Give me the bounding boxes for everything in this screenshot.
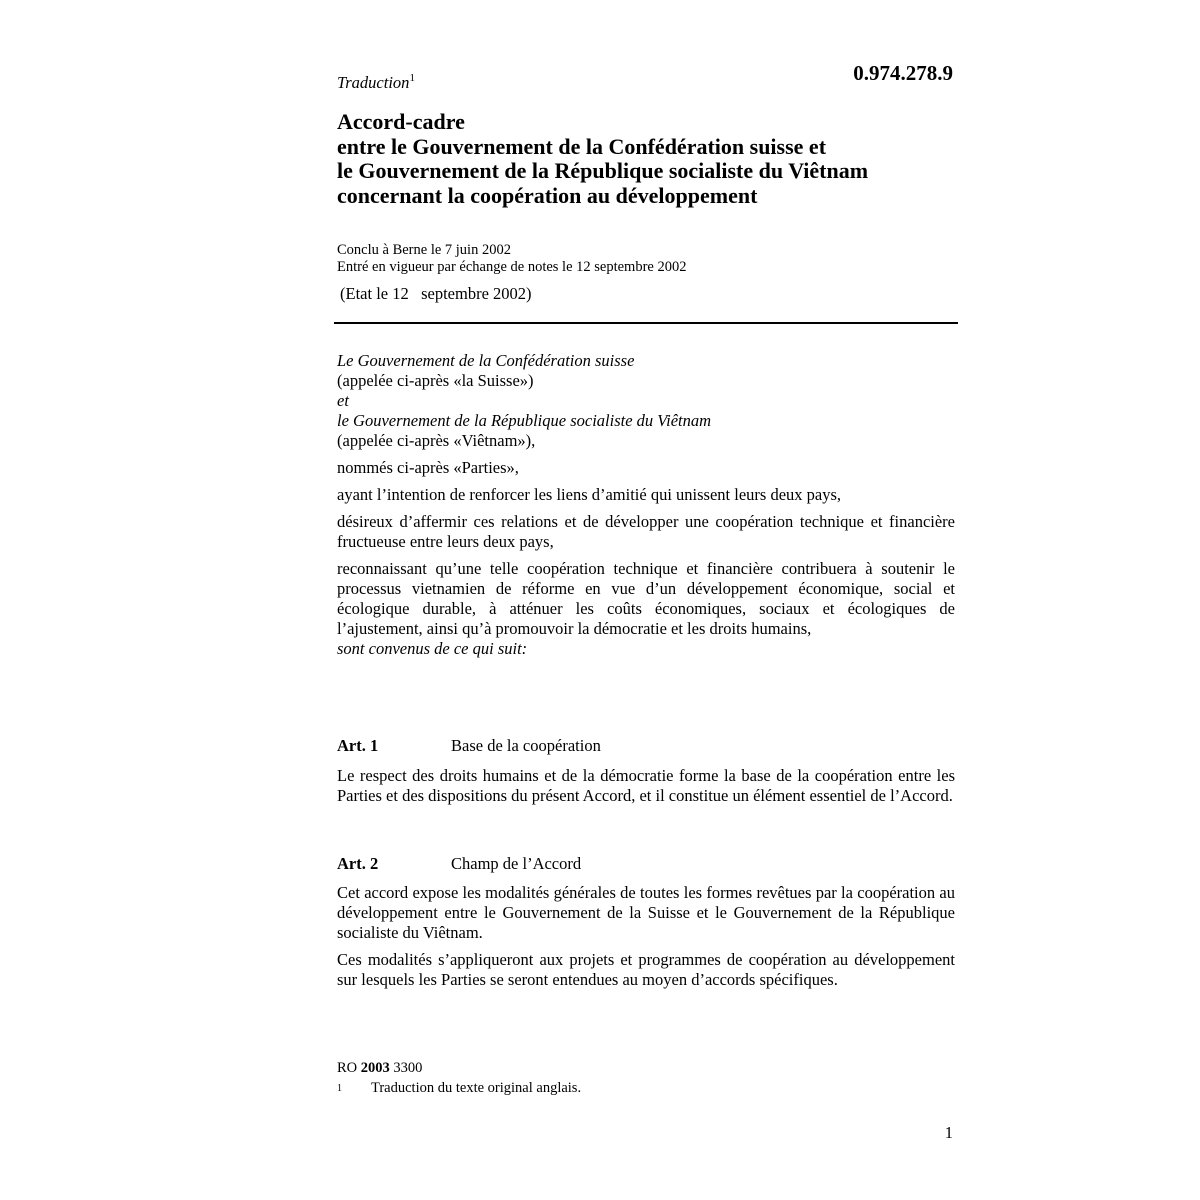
footnote [337, 1078, 581, 1098]
article-paragraph: Cet accord expose les modalités générales de toutes les formes revêtues par la coopération au développement entre le Gouvernement de la Suisse et le Gouvernement de la République socialiste du Viêtnam. [337, 883, 955, 942]
ro-page: 3300 [389, 1060, 423, 1076]
footnote-reference[interactable]: 1 [409, 72, 415, 84]
party-1-alias: (appelée ci-après «la Suisse») [337, 371, 534, 390]
party-2: le Gouvernement de la République socialiste du Viêtnam [337, 411, 712, 430]
party-2-alias: (appelée ci-après «Viêtnam»), [337, 431, 536, 450]
preamble-desire: désireux d’affermir ces relations et de développer une coopération technique et financière fructueuse entre leurs deux pays, [337, 512, 955, 551]
document-metadata [337, 242, 686, 276]
article-paragraph: Ces modalités s’appliqueront aux projets et programmes de coopération au développement sur lesquels les Parties se seront entendues au moyen d’accords spécifiques. [337, 950, 955, 989]
title-line: concernant la coopération au développement [337, 182, 758, 208]
ro-reference [337, 1058, 581, 1078]
article-title: Champ de l’Accord [451, 854, 582, 873]
document-title [337, 110, 957, 208]
ro-prefix: RO [337, 1060, 361, 1076]
article-2-body [337, 883, 955, 990]
party-1: Le Gouvernement de la Confédération suisse [337, 351, 635, 370]
conjunction: et [337, 391, 349, 410]
article-title: Base de la coopération [451, 736, 601, 755]
concluded-date: Conclu à Berne le 7 juin 2002 [337, 242, 511, 258]
article-1-body [337, 766, 955, 806]
systematic-number: 0.974.278.9 [853, 61, 953, 85]
footnote-text: Traduction du texte original anglais. [371, 1080, 582, 1096]
ro-year: 2003 [360, 1060, 390, 1076]
parties-naming: nommés ci-après «Parties», [337, 458, 519, 477]
article-number: Art. 2 [337, 854, 379, 873]
title-line: le Gouvernement de la République socialiste du Viêtnam [337, 158, 869, 183]
translation-label-text: Traduction [337, 73, 410, 92]
title-line: Accord-cadre [337, 109, 465, 134]
footnote-mark: 1 [337, 1083, 342, 1094]
preamble [337, 351, 955, 659]
article-paragraph: Le respect des droits humains et de la démocratie forme la base de la coopération entre les Parties et des dispositions du présent Accord, et il constitue un élément essentiel de l’Accord. [337, 766, 955, 805]
page-footer [337, 1058, 581, 1098]
header-divider [334, 322, 958, 324]
status-date: (Etat le 12 septembre 2002) [340, 284, 532, 303]
page-content [337, 0, 957, 1200]
title-line: entre le Gouvernement de la Confédération suisse et [337, 133, 827, 159]
page-number: 1 [944, 1123, 953, 1142]
translation-label [337, 73, 415, 93]
preamble-recognizing: reconnaissant qu’une telle coopération technique et financière contribuera à soutenir le processus vietnamien de réforme en vue d’un développement économique, social et écologique durable, à atténuer les coûts économiques, sociaux et écologiques de l’ajustement, ainsi qu’à promouvoir la démocratie et les droits humains, [337, 559, 955, 638]
entry-into-force: Entré en vigueur par échange de notes le 12 septembre 2002 [337, 259, 687, 275]
preamble-agreed: sont convenus de ce qui suit: [337, 639, 528, 658]
article-number: Art. 1 [337, 736, 379, 755]
preamble-intent: ayant l’intention de renforcer les liens d’amitié qui unissent leurs deux pays, [337, 485, 842, 504]
